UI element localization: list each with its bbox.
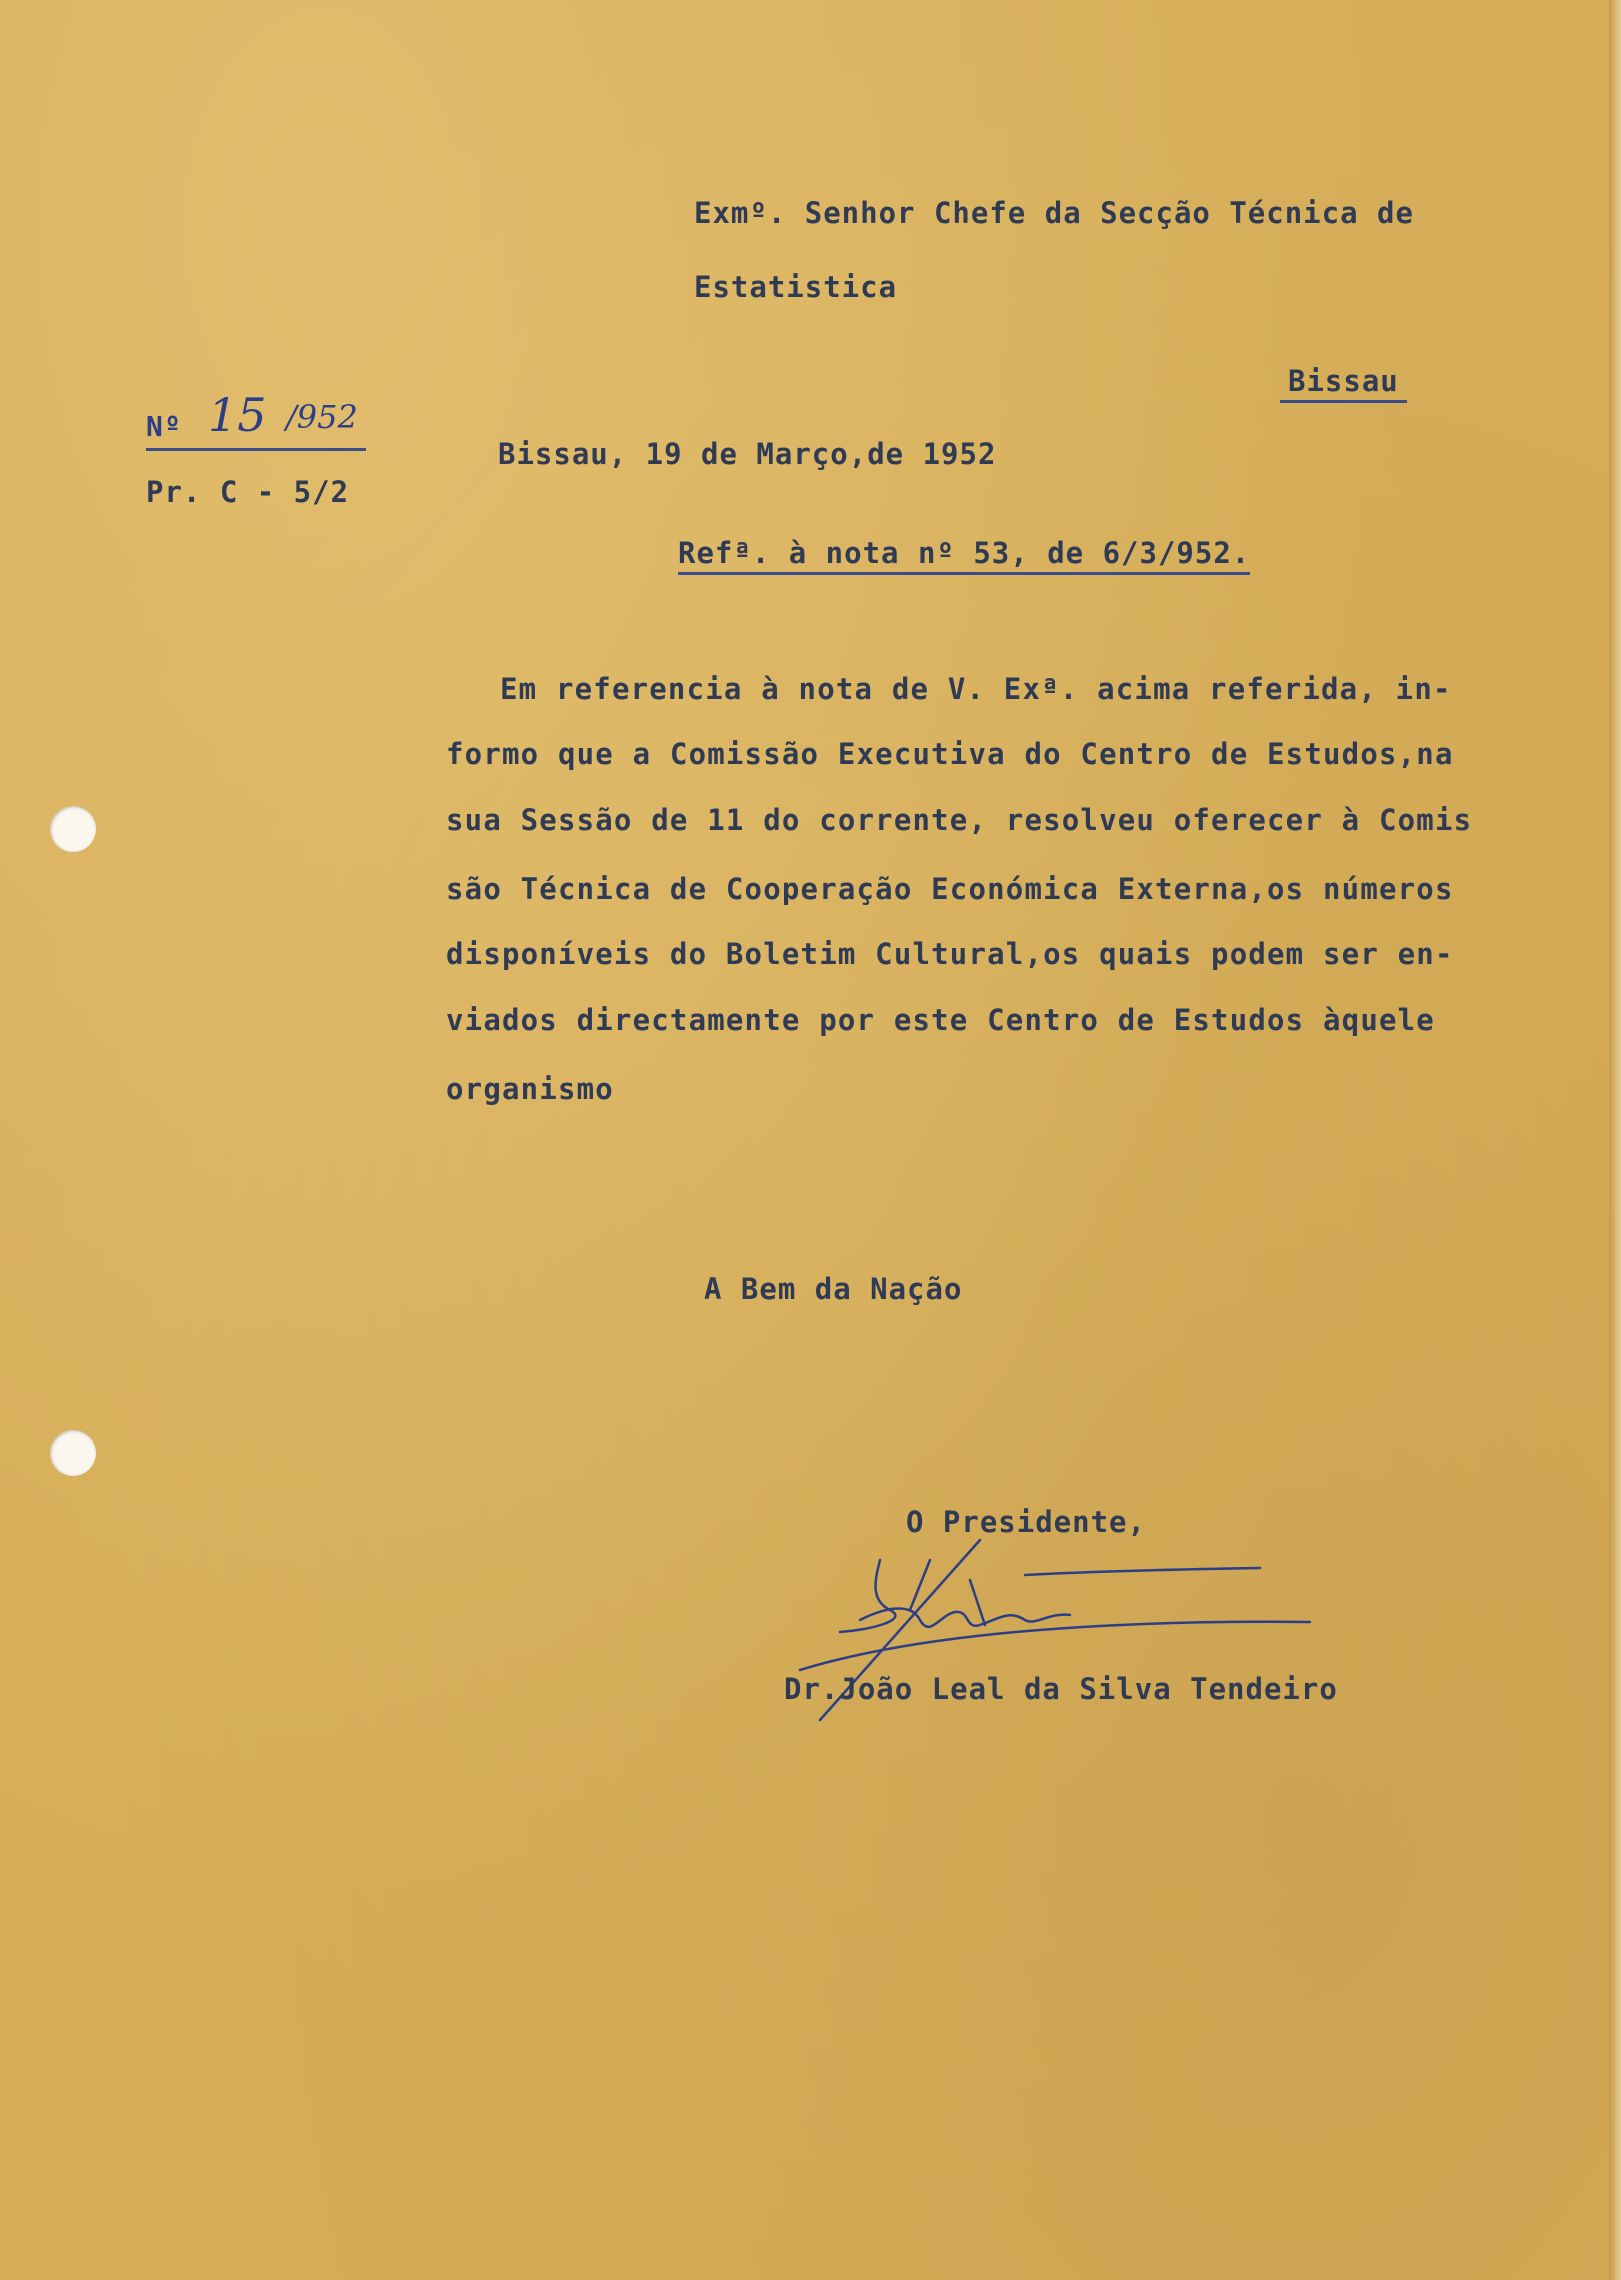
- process-reference: Pr. C - 5/2: [146, 475, 350, 509]
- signatory-name: Dr.João Leal da Silva Tendeiro: [784, 1672, 1338, 1706]
- reference-number-handwritten: 15: [208, 388, 267, 442]
- addressee-line-1: Exmº. Senhor Chefe da Secção Técnica de: [694, 196, 1414, 230]
- body-line-5: disponíveis do Boletim Cultural,os quais podem ser en-: [446, 937, 1454, 971]
- body-line-1: Em referencia à nota de V. Exª. acima referida, in-: [500, 672, 1452, 706]
- dateline: Bissau, 19 de Março,de 1952: [498, 437, 997, 471]
- body-line-7: organismo: [446, 1072, 614, 1106]
- addressee-line-2: Estatistica: [694, 270, 898, 304]
- reference-number: [146, 388, 366, 451]
- page-edge: [1609, 0, 1621, 2280]
- signature-title: O Presidente,: [906, 1505, 1146, 1539]
- addressee-city: Bissau: [1280, 364, 1407, 403]
- body-line-3: sua Sessão de 11 do corrente, resolveu oferecer à Comis: [446, 803, 1473, 837]
- body-line-2: formo que a Comissão Executiva do Centro de Estudos,na: [446, 737, 1454, 771]
- reference-number-year: /952: [286, 398, 358, 436]
- body-line-6: viados directamente por este Centro de Estudos àquele: [446, 1003, 1435, 1037]
- closing-salutation: A Bem da Nação: [704, 1272, 963, 1306]
- body-line-4: são Técnica de Cooperação Económica Externa,os números: [446, 872, 1454, 906]
- subject-line: Refª. à nota nº 53, de 6/3/952.: [678, 536, 1250, 575]
- reference-number-prefix: Nº: [146, 410, 182, 443]
- punch-hole-bottom: [50, 1430, 96, 1476]
- punch-hole-top: [50, 806, 96, 852]
